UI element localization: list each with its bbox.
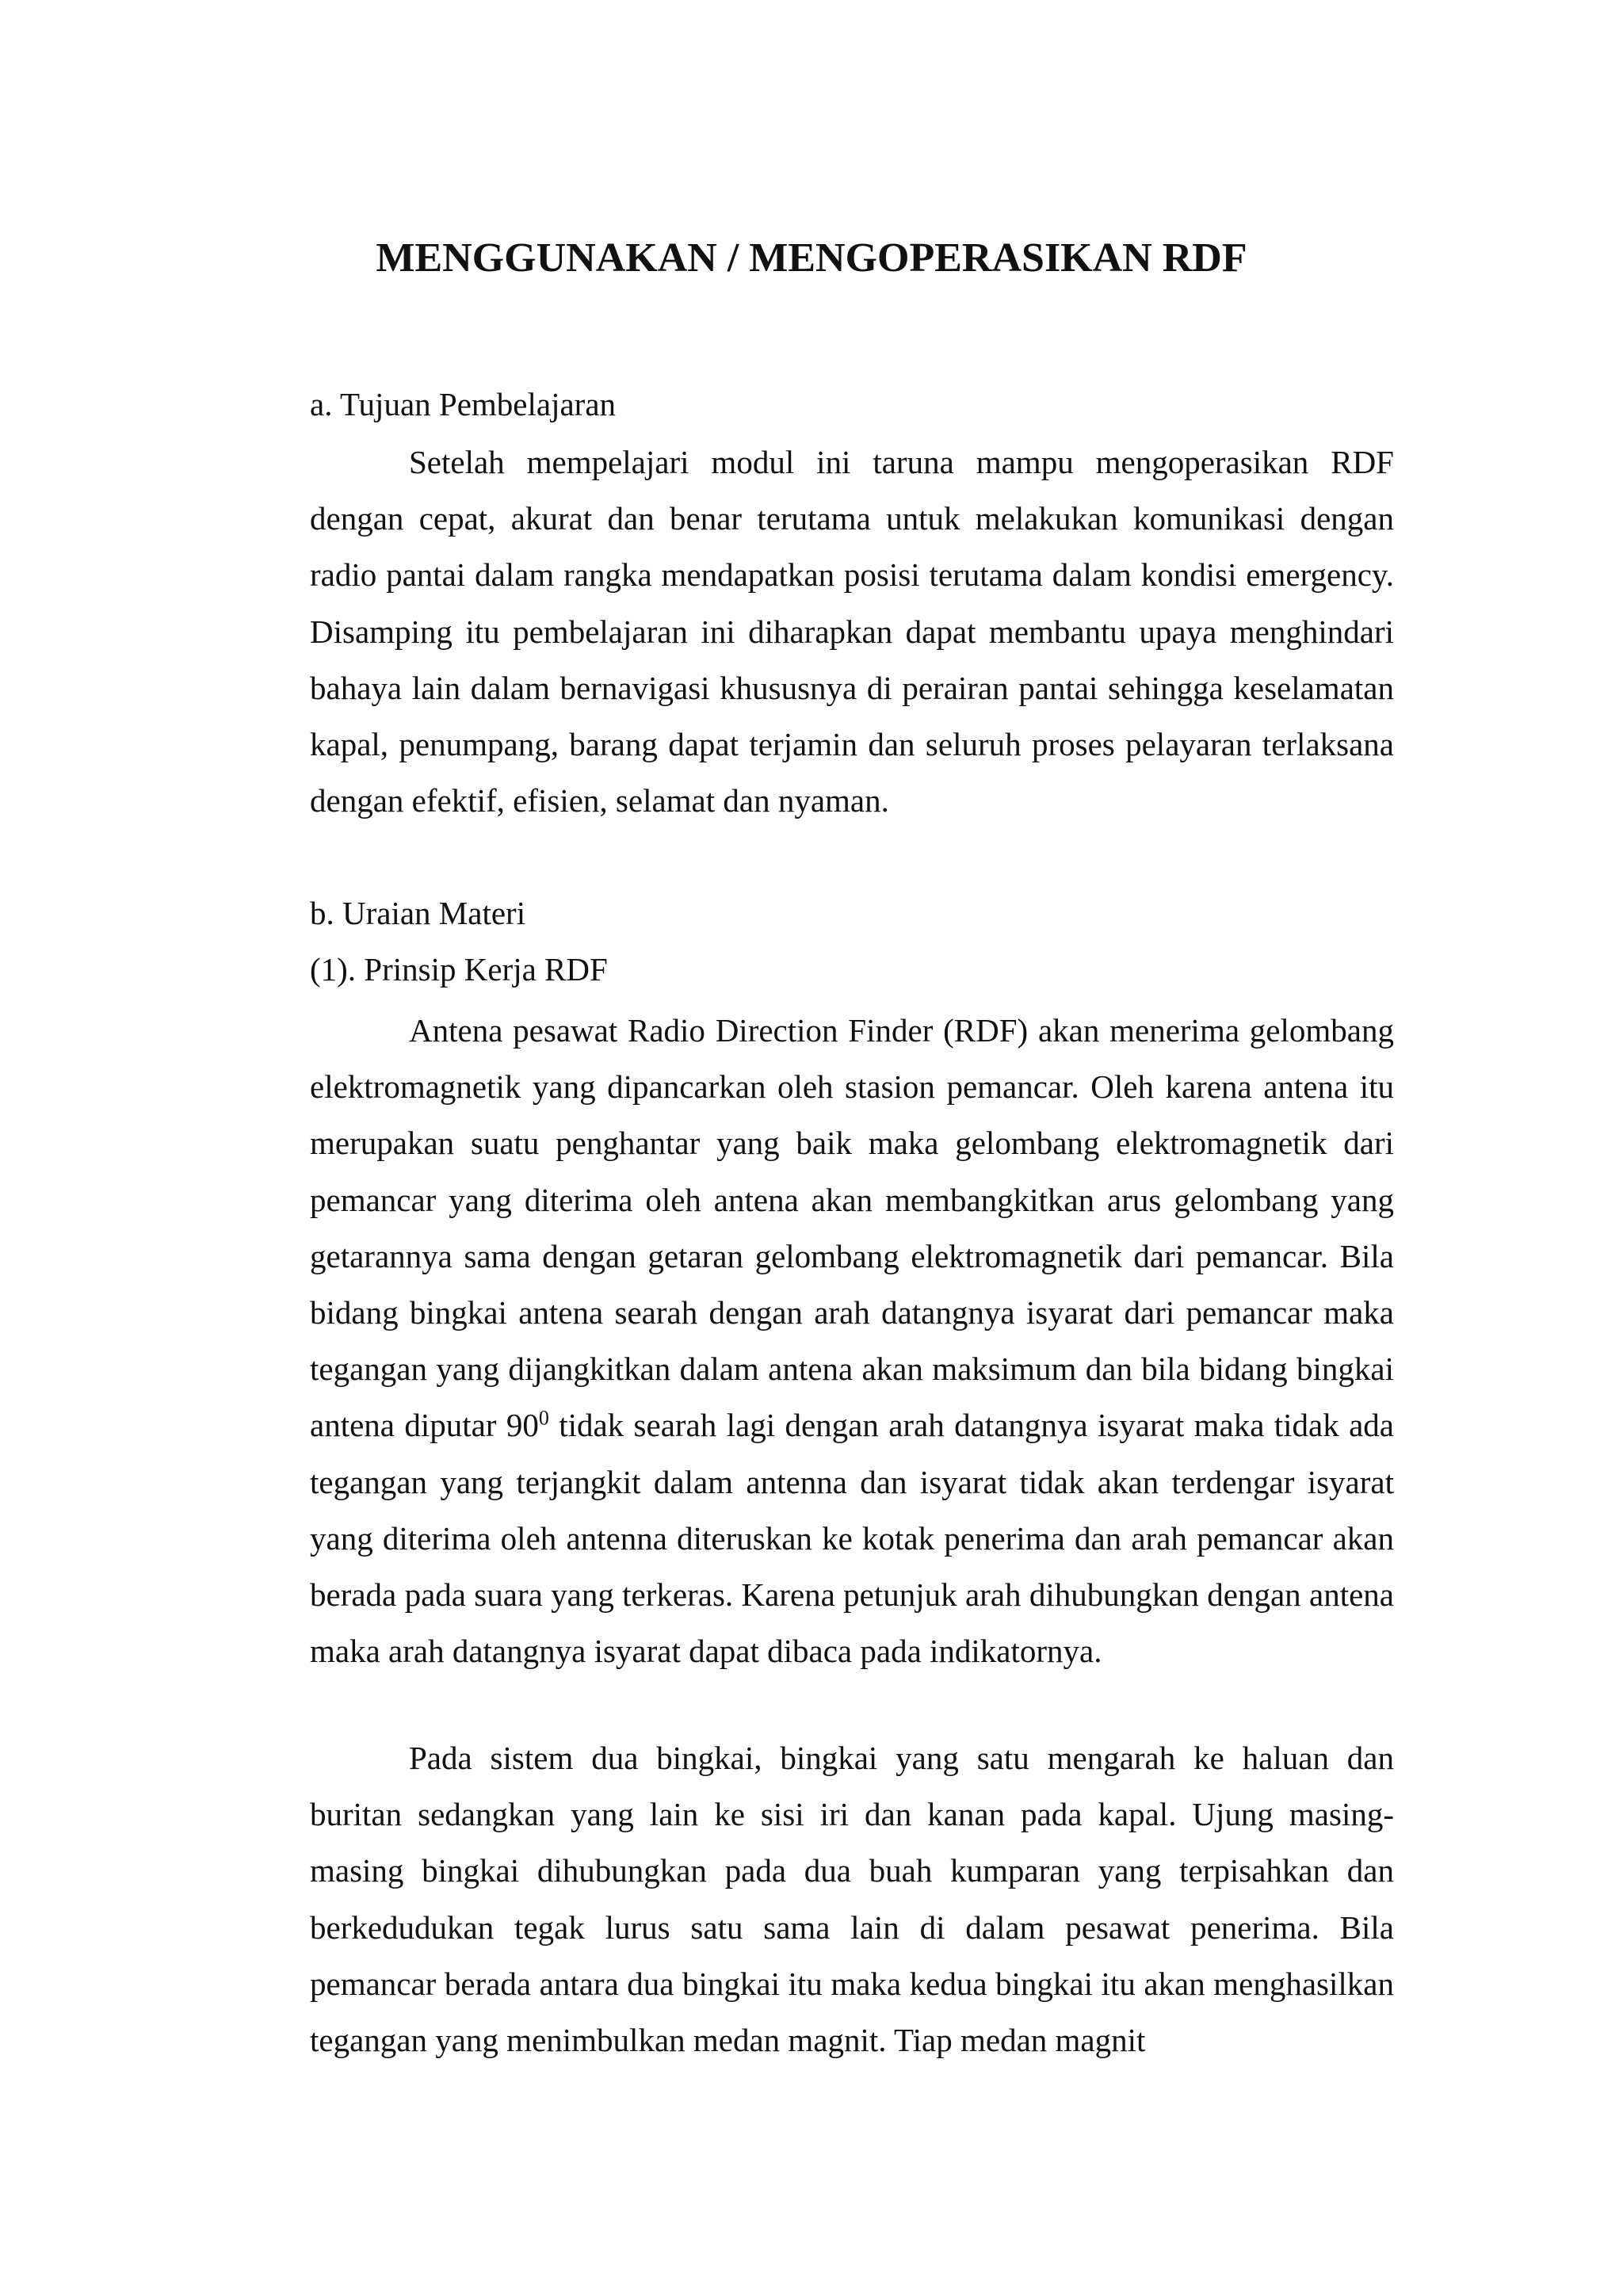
paragraph-prinsip-kerja	[310, 1003, 1394, 1679]
paragraph-prinsip-kerja-part2: tidak searah lagi dengan arah datangnya isyarat maka tidak ada tegangan yang terjangkit dalam antenna dan isyarat tidak akan terdengar isyarat yang diterima oleh antenna diteruskan ke kotak penerima dan arah pemancar akan berada pada suara yang terkeras. Karena petunjuk arah dihubungkan dengan antena maka arah datangnya isyarat dapat dibaca pada indikatornya.	[310, 1407, 1394, 1670]
subsection-heading-prinsip: (1). Prinsip Kerja RDF	[310, 951, 608, 988]
document-title: MENGGUNAKAN / MENGOPERASIKAN RDF	[376, 235, 1247, 281]
degree-superscript: 0	[538, 1406, 549, 1430]
paragraph-sistem-dua-bingkai: Pada sistem dua bingkai, bingkai yang satu mengarah ke haluan dan buritan sedangkan yang lain ke sisi iri dan kanan pada kapal. Ujung masing-masing bingkai dihubungkan pada dua buah kumparan yang terpisahkan dan berkedudukan tegak lurus satu sama lain di dalam pesawat penerima. Bila pemancar berada antara dua bingkai itu maka kedua bingkai itu akan menghasilkan tegangan yang menimbulkan medan magnit. Tiap medan magnit	[310, 1740, 1394, 2059]
paragraph-tujuan: Setelah mempelajari modul ini taruna mampu mengoperasikan RDF dengan cepat, akurat dan benar terutama untuk melakukan komunikasi dengan radio pantai dalam rangka mendapatkan posisi terutama dalam kondisi emergency. Disamping itu pembelajaran ini diharapkan dapat membantu upaya menghindari bahaya lain dalam bernavigasi khususnya di perairan pantai sehingga keselamatan kapal, penumpang, barang dapat terjamin dan seluruh proses pelayaran terlaksana dengan efektif, efisien, selamat dan nyaman.	[310, 444, 1394, 819]
section-heading-uraian: b. Uraian Materi	[310, 895, 526, 931]
section-heading-tujuan: a. Tujuan Pembelajaran	[310, 386, 617, 422]
paragraph-prinsip-kerja-part1: Antena pesawat Radio Direction Finder (RDF) akan menerima gelombang elektromagnetik yang dipancarkan oleh stasion pemancar. Oleh karena antena itu merupakan suatu penghantar yang baik maka gelombang elektromagnetik dari pemancar yang diterima oleh antena akan membangkitkan arus gelombang yang getarannya sama dengan getaran gelombang elektromagnetik dari pemancar. Bila bidang bingkai antena searah dengan arah datangnya isyarat dari pemancar maka tegangan yang dijangkitkan dalam antena akan maksimum dan bila bidang bingkai antena diputar 90	[310, 1012, 1394, 1444]
